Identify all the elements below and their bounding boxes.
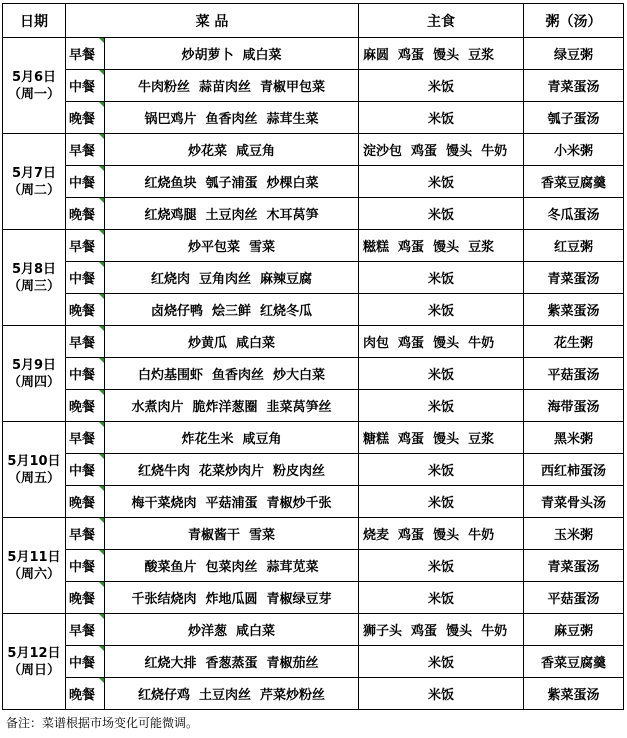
meal-type: 中餐 — [66, 550, 105, 582]
cell-marker — [99, 198, 104, 203]
meal-type: 晚餐 — [66, 294, 105, 326]
dishes: 红烧鸡腿 土豆肉丝 木耳莴笋 — [105, 198, 359, 230]
staple-food: 米饭 — [359, 486, 524, 518]
day-weekday: （周日） — [7, 662, 60, 678]
staple-food: 米饭 — [359, 262, 524, 294]
meal-row — [3, 38, 624, 70]
header-row — [3, 4, 624, 38]
staple-food: 米饭 — [359, 678, 524, 710]
meal-row — [3, 358, 624, 390]
header-staple: 主食 — [359, 4, 524, 38]
soup: 西红柿蛋汤 — [524, 454, 624, 486]
soup: 香菜豆腐羹 — [524, 646, 624, 678]
meal-type: 中餐 — [66, 262, 105, 294]
day-date-cell — [3, 134, 66, 230]
day-date-cell — [3, 326, 66, 422]
day-date: 5月8日 — [11, 261, 57, 277]
cell-marker — [99, 454, 104, 459]
staple-food: 米饭 — [359, 454, 524, 486]
dishes: 炒花菜 咸豆角 — [105, 134, 359, 166]
dishes: 红烧鱼块 瓠子浦蛋 炒棵白菜 — [105, 166, 359, 198]
cell-marker — [99, 614, 104, 619]
day-date: 5月7日 — [11, 165, 57, 181]
dishes: 炒平包菜 雪菜 — [105, 230, 359, 262]
day-date: 5月12日 — [7, 645, 61, 661]
meal-row — [3, 486, 624, 518]
soup: 平菇蛋汤 — [524, 358, 624, 390]
meal-row — [3, 422, 624, 454]
dishes: 红烧牛肉 花菜炒肉片 粉皮肉丝 — [105, 454, 359, 486]
dishes: 牛肉粉丝 蒜苗肉丝 青椒甲包菜 — [105, 70, 359, 102]
soup: 紫菜蛋汤 — [524, 294, 624, 326]
cell-marker — [99, 422, 104, 427]
day-date-cell — [3, 422, 66, 518]
dishes: 炒洋葱 咸白菜 — [105, 614, 359, 646]
meal-row — [3, 550, 624, 582]
cell-marker — [99, 582, 104, 587]
cell-marker — [99, 230, 104, 235]
soup: 青菜蛋汤 — [524, 262, 624, 294]
meal-type: 早餐 — [66, 614, 105, 646]
menu-table — [2, 3, 624, 710]
staple-food: 米饭 — [359, 390, 524, 422]
dishes: 青椒酱干 雪菜 — [105, 518, 359, 550]
cell-marker — [99, 262, 104, 267]
meal-type: 中餐 — [66, 646, 105, 678]
cell-marker — [99, 294, 104, 299]
day-date: 5月9日 — [11, 357, 57, 373]
cell-marker — [99, 518, 104, 523]
meal-row — [3, 262, 624, 294]
meal-row — [3, 454, 624, 486]
meal-type: 中餐 — [66, 166, 105, 198]
meal-type: 早餐 — [66, 230, 105, 262]
dishes: 锅巴鸡片 鱼香肉丝 蒜茸生菜 — [105, 102, 359, 134]
dishes: 水煮肉片 脆炸洋葱圈 韭菜莴笋丝 — [105, 390, 359, 422]
cell-marker — [99, 358, 104, 363]
cell-marker — [99, 38, 104, 43]
soup: 海带蛋汤 — [524, 390, 624, 422]
cell-marker — [99, 550, 104, 555]
header-dishes: 菜 品 — [66, 4, 359, 38]
meal-type: 晚餐 — [66, 678, 105, 710]
cell-marker — [99, 326, 104, 331]
staple-food: 米饭 — [359, 550, 524, 582]
soup: 玉米粥 — [524, 518, 624, 550]
dishes: 梅干菜烧肉 平菇浦蛋 青椒炒千张 — [105, 486, 359, 518]
cell-marker — [99, 646, 104, 651]
meal-row — [3, 294, 624, 326]
meal-type: 早餐 — [66, 38, 105, 70]
cell-marker — [99, 134, 104, 139]
soup: 绿豆粥 — [524, 38, 624, 70]
day-weekday: （周一） — [7, 86, 60, 102]
meal-type: 晚餐 — [66, 102, 105, 134]
staple-food: 米饭 — [359, 358, 524, 390]
meal-type: 晚餐 — [66, 486, 105, 518]
dishes: 红烧大排 香葱蒸蛋 青椒茄丝 — [105, 646, 359, 678]
meal-row — [3, 582, 624, 614]
meal-row — [3, 166, 624, 198]
staple-food: 糖糕 鸡蛋 馒头 豆浆 — [359, 422, 524, 454]
cell-marker — [99, 166, 104, 171]
cell-marker — [99, 390, 104, 395]
day-weekday: （周二） — [7, 182, 60, 198]
soup: 青菜蛋汤 — [524, 550, 624, 582]
staple-food: 淀沙包 鸡蛋 馒头 牛奶 — [359, 134, 524, 166]
day-date: 5月10日 — [7, 453, 61, 469]
staple-food: 米饭 — [359, 646, 524, 678]
meal-row — [3, 198, 624, 230]
meal-type: 早餐 — [66, 422, 105, 454]
day-weekday: （周五） — [7, 470, 60, 486]
meal-row — [3, 102, 624, 134]
soup: 香菜豆腐羹 — [524, 166, 624, 198]
staple-food: 糍糕 鸡蛋 馒头 豆浆 — [359, 230, 524, 262]
cell-marker — [99, 486, 104, 491]
meal-row — [3, 614, 624, 646]
staple-food: 狮子头 鸡蛋 馒头 牛奶 — [359, 614, 524, 646]
meal-type: 晚餐 — [66, 390, 105, 422]
dishes: 炒黄瓜 咸白菜 — [105, 326, 359, 358]
staple-food: 米饭 — [359, 582, 524, 614]
meal-type: 早餐 — [66, 134, 105, 166]
meal-row — [3, 326, 624, 358]
soup: 冬瓜蛋汤 — [524, 198, 624, 230]
day-date-cell — [3, 518, 66, 614]
day-weekday: （周四） — [7, 374, 60, 390]
meal-row — [3, 518, 624, 550]
soup: 紫菜蛋汤 — [524, 678, 624, 710]
soup: 青菜骨头汤 — [524, 486, 624, 518]
dishes: 炒胡萝卜 咸白菜 — [105, 38, 359, 70]
day-date-cell — [3, 38, 66, 134]
day-weekday: （周六） — [7, 566, 60, 582]
dishes: 红烧仔鸡 土豆肉丝 芹菜炒粉丝 — [105, 678, 359, 710]
soup: 红豆粥 — [524, 230, 624, 262]
soup: 黑米粥 — [524, 422, 624, 454]
meal-row — [3, 230, 624, 262]
dishes: 千张结烧肉 炸地瓜圆 青椒绿豆芽 — [105, 582, 359, 614]
cell-marker — [99, 102, 104, 107]
cell-marker — [99, 678, 104, 683]
staple-food: 烧麦 鸡蛋 馒头 牛奶 — [359, 518, 524, 550]
staple-food: 米饭 — [359, 198, 524, 230]
meal-type: 中餐 — [66, 70, 105, 102]
staple-food: 米饭 — [359, 166, 524, 198]
cell-marker — [99, 70, 104, 75]
soup: 麻豆粥 — [524, 614, 624, 646]
header-soup: 粥（汤） — [524, 4, 624, 38]
dishes: 炸花生米 咸豆角 — [105, 422, 359, 454]
soup: 花生粥 — [524, 326, 624, 358]
day-date-cell — [3, 614, 66, 710]
meal-row — [3, 646, 624, 678]
meal-type: 早餐 — [66, 518, 105, 550]
meal-type: 晚餐 — [66, 582, 105, 614]
day-weekday: （周三） — [7, 278, 60, 294]
header-date: 日期 — [3, 4, 66, 38]
menu-body — [3, 38, 624, 710]
footnote: 备注：菜谱根据市场变化可能微调。 — [6, 716, 199, 730]
meal-row — [3, 134, 624, 166]
meal-type: 晚餐 — [66, 198, 105, 230]
dishes: 酸菜鱼片 包菜肉丝 蒜茸苋菜 — [105, 550, 359, 582]
staple-food: 肉包 鸡蛋 馒头 牛奶 — [359, 326, 524, 358]
soup: 平菇蛋汤 — [524, 582, 624, 614]
day-date-cell — [3, 230, 66, 326]
meal-row — [3, 678, 624, 710]
staple-food: 米饭 — [359, 102, 524, 134]
dishes: 白灼基围虾 鱼香肉丝 炒大白菜 — [105, 358, 359, 390]
day-date: 5月11日 — [7, 549, 61, 565]
meal-type: 中餐 — [66, 454, 105, 486]
soup: 瓠子蛋汤 — [524, 102, 624, 134]
meal-row — [3, 70, 624, 102]
day-date: 5月6日 — [11, 69, 57, 85]
soup: 青菜蛋汤 — [524, 70, 624, 102]
soup: 小米粥 — [524, 134, 624, 166]
dishes: 卤烧仔鸭 烩三鲜 红烧冬瓜 — [105, 294, 359, 326]
staple-food: 米饭 — [359, 294, 524, 326]
meal-type: 中餐 — [66, 358, 105, 390]
dishes: 红烧肉 豆角肉丝 麻辣豆腐 — [105, 262, 359, 294]
staple-food: 米饭 — [359, 70, 524, 102]
meal-type: 早餐 — [66, 326, 105, 358]
meal-row — [3, 390, 624, 422]
staple-food: 麻圆 鸡蛋 馒头 豆浆 — [359, 38, 524, 70]
